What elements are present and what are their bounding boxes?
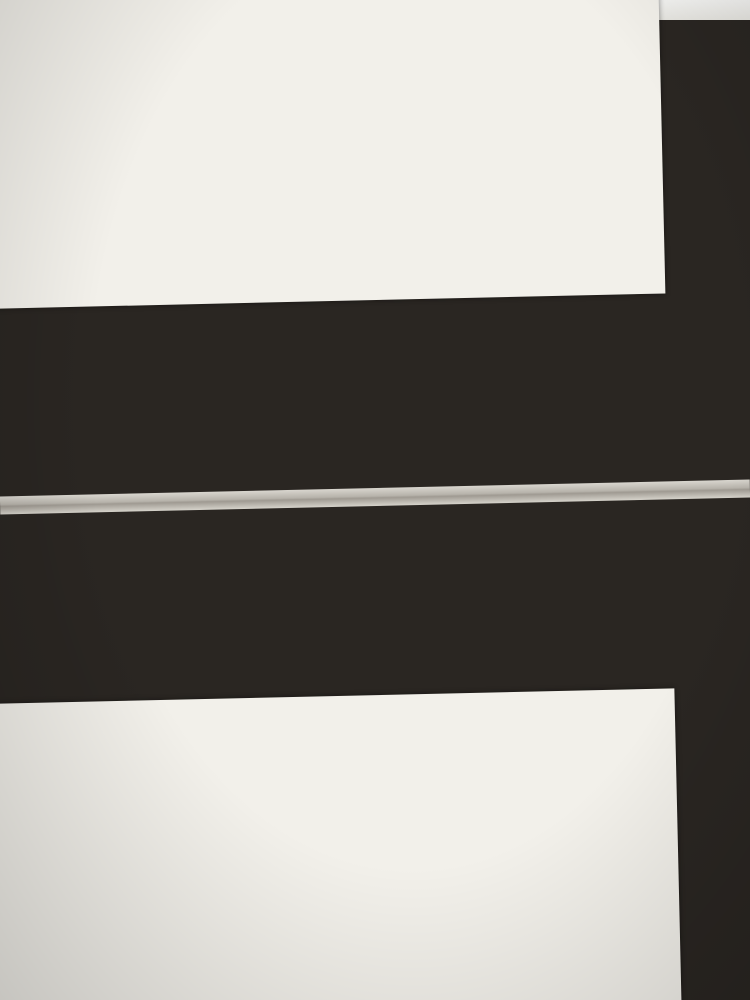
right-page [0,0,665,322]
book-spine [0,479,750,514]
left-page [0,688,683,1000]
